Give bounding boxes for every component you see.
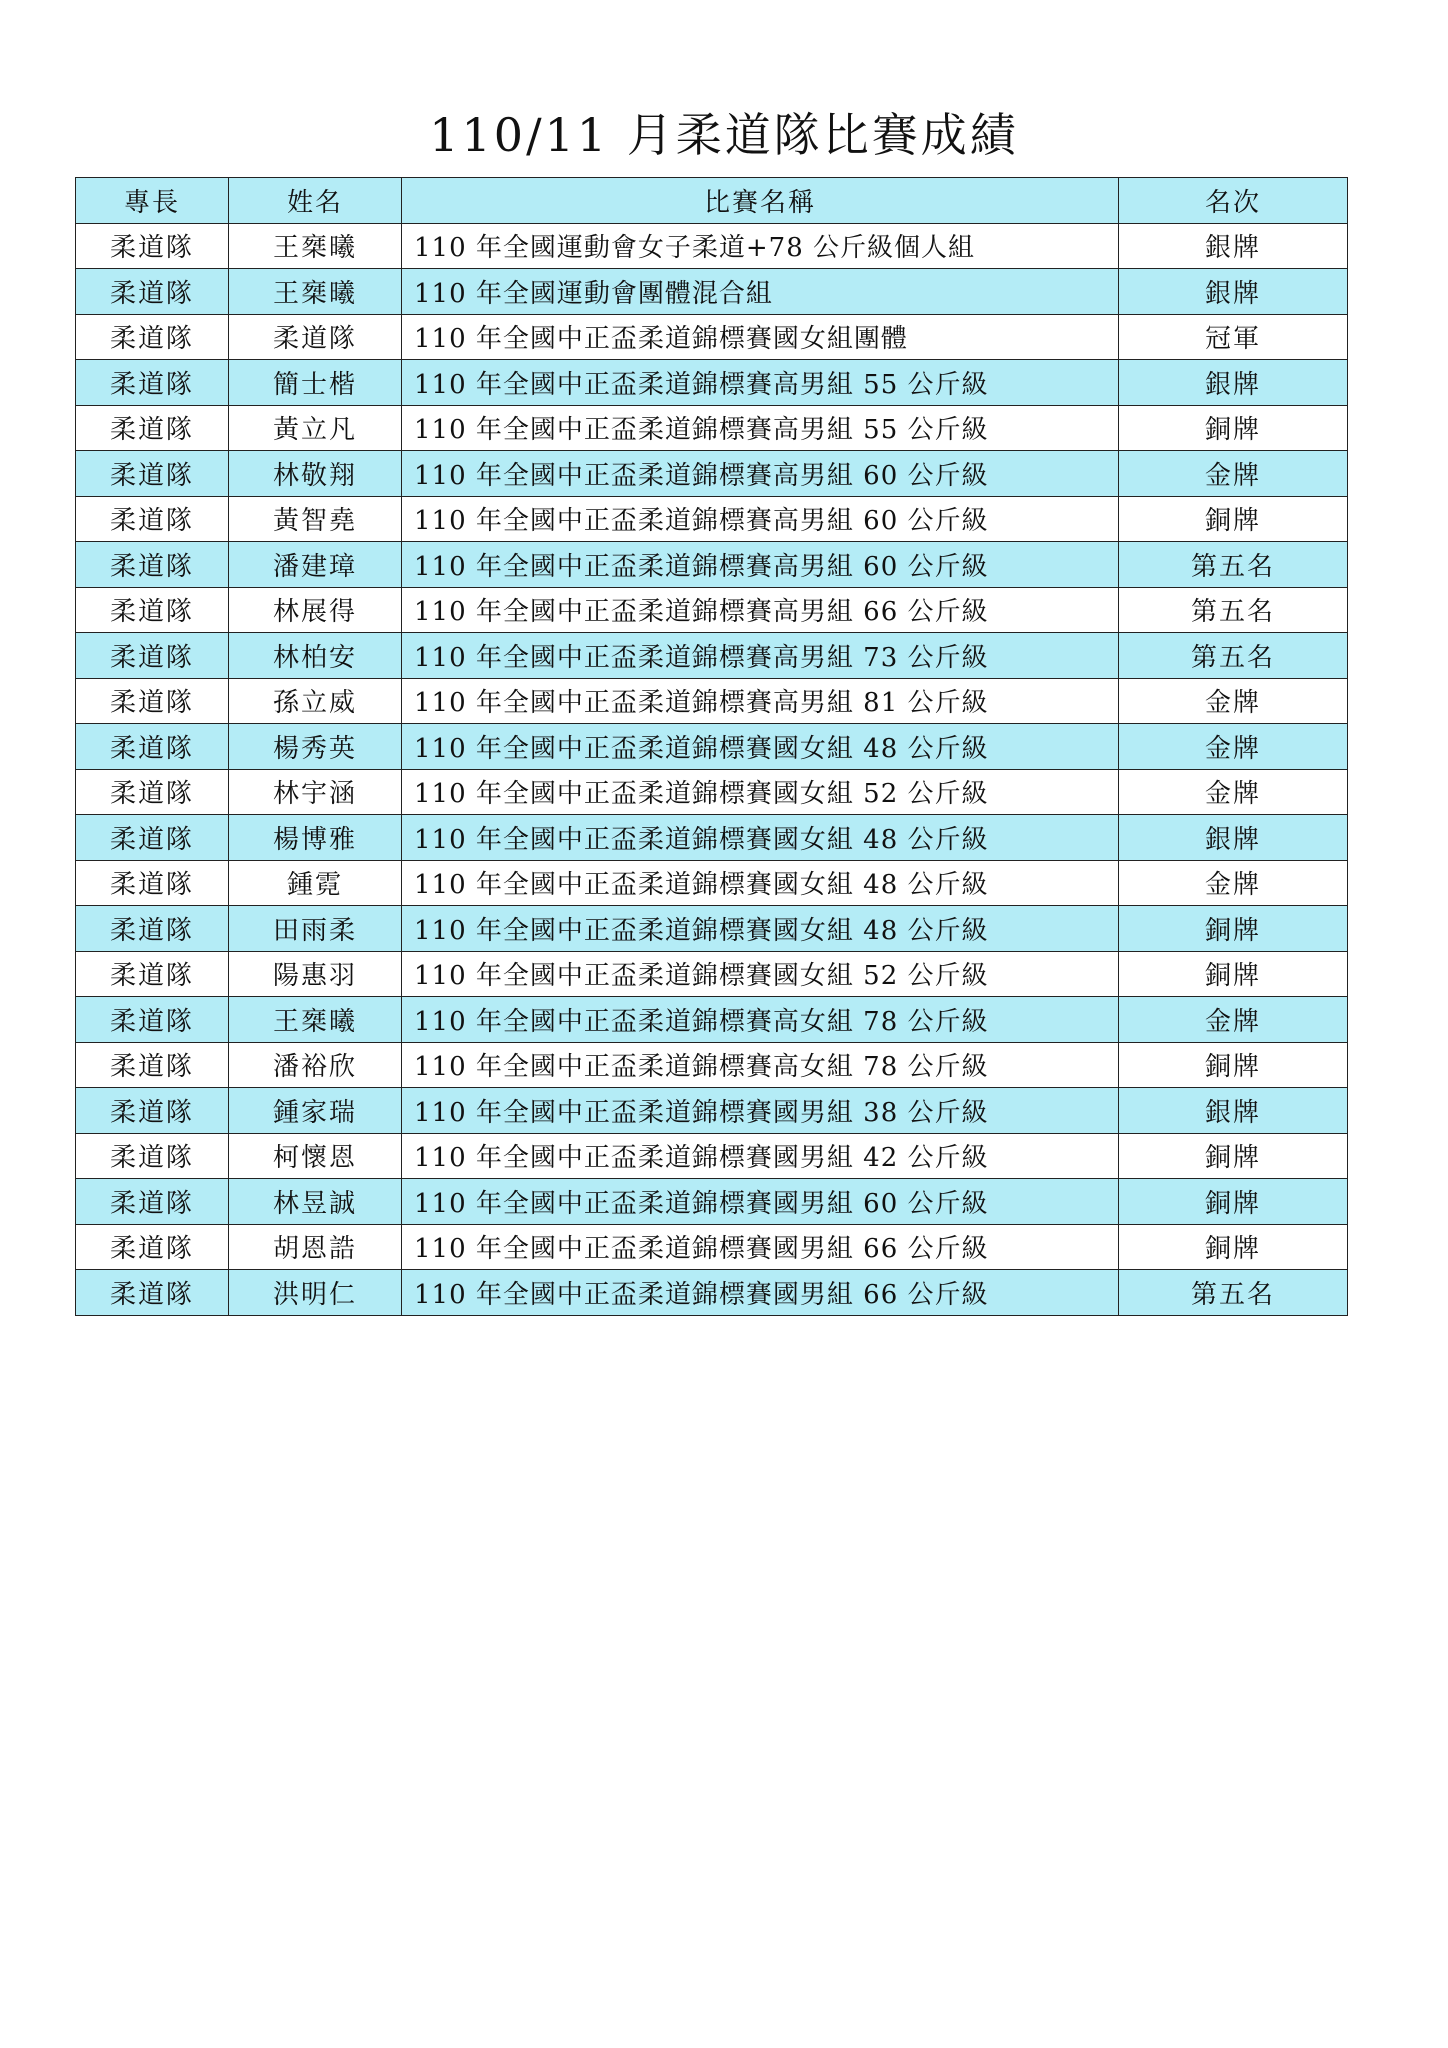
table-row <box>76 1270 1348 1316</box>
cell-rank: 銀牌 <box>1119 223 1348 269</box>
cell-specialty: 柔道隊 <box>76 951 229 997</box>
cell-name: 楊秀英 <box>229 724 402 770</box>
cell-specialty: 柔道隊 <box>76 269 229 315</box>
cell-competition: 110 年全國中正盃柔道錦標賽國女組 48 公斤級 <box>402 906 1119 952</box>
cell-competition: 110 年全國中正盃柔道錦標賽國男組 42 公斤級 <box>402 1133 1119 1179</box>
table-row <box>76 1042 1348 1088</box>
cell-name: 簡士楷 <box>229 360 402 406</box>
cell-name: 潘裕欣 <box>229 1042 402 1088</box>
cell-competition: 110 年全國運動會女子柔道+78 公斤級個人組 <box>402 223 1119 269</box>
cell-competition: 110 年全國中正盃柔道錦標賽高男組 60 公斤級 <box>402 542 1119 588</box>
cell-specialty: 柔道隊 <box>76 860 229 906</box>
cell-name: 黃立凡 <box>229 405 402 451</box>
cell-specialty: 柔道隊 <box>76 314 229 360</box>
cell-name: 柔道隊 <box>229 314 402 360</box>
cell-rank: 銅牌 <box>1119 405 1348 451</box>
cell-specialty: 柔道隊 <box>76 587 229 633</box>
cell-rank: 第五名 <box>1119 542 1348 588</box>
table-row <box>76 269 1348 315</box>
table-row <box>76 451 1348 497</box>
cell-competition: 110 年全國運動會團體混合組 <box>402 269 1119 315</box>
table-row <box>76 951 1348 997</box>
cell-specialty: 柔道隊 <box>76 542 229 588</box>
cell-competition: 110 年全國中正盃柔道錦標賽國女組 48 公斤級 <box>402 860 1119 906</box>
cell-name: 鍾家瑞 <box>229 1088 402 1134</box>
table-row <box>76 542 1348 588</box>
cell-specialty: 柔道隊 <box>76 1088 229 1134</box>
cell-name: 胡恩誥 <box>229 1224 402 1270</box>
cell-name: 王椉曦 <box>229 997 402 1043</box>
cell-name: 潘建璋 <box>229 542 402 588</box>
cell-competition: 110 年全國中正盃柔道錦標賽高男組 55 公斤級 <box>402 405 1119 451</box>
cell-rank: 第五名 <box>1119 633 1348 679</box>
cell-name: 楊博雅 <box>229 815 402 861</box>
cell-competition: 110 年全國中正盃柔道錦標賽高男組 60 公斤級 <box>402 451 1119 497</box>
results-table <box>75 177 1348 1316</box>
cell-rank: 金牌 <box>1119 997 1348 1043</box>
table-row <box>76 815 1348 861</box>
cell-competition: 110 年全國中正盃柔道錦標賽高女組 78 公斤級 <box>402 997 1119 1043</box>
cell-rank: 銅牌 <box>1119 1224 1348 1270</box>
cell-specialty: 柔道隊 <box>76 633 229 679</box>
cell-name: 林敬翔 <box>229 451 402 497</box>
page-title: 110/11 月柔道隊比賽成績 <box>429 108 1019 162</box>
cell-competition: 110 年全國中正盃柔道錦標賽高男組 55 公斤級 <box>402 360 1119 406</box>
cell-competition: 110 年全國中正盃柔道錦標賽高男組 66 公斤級 <box>402 587 1119 633</box>
cell-specialty: 柔道隊 <box>76 1042 229 1088</box>
table-row <box>76 360 1348 406</box>
cell-name: 鍾霓 <box>229 860 402 906</box>
cell-rank: 金牌 <box>1119 678 1348 724</box>
cell-rank: 銀牌 <box>1119 1088 1348 1134</box>
results-body <box>76 223 1348 1315</box>
table-row <box>76 496 1348 542</box>
table-row <box>76 587 1348 633</box>
table-row <box>76 1088 1348 1134</box>
cell-name: 林柏安 <box>229 633 402 679</box>
cell-name: 林展得 <box>229 587 402 633</box>
cell-rank: 金牌 <box>1119 860 1348 906</box>
cell-rank: 銀牌 <box>1119 269 1348 315</box>
cell-specialty: 柔道隊 <box>76 906 229 952</box>
header-specialty: 專長 <box>76 178 229 224</box>
table-row <box>76 997 1348 1043</box>
cell-competition: 110 年全國中正盃柔道錦標賽高男組 73 公斤級 <box>402 633 1119 679</box>
cell-competition: 110 年全國中正盃柔道錦標賽國男組 66 公斤級 <box>402 1270 1119 1316</box>
cell-rank: 銀牌 <box>1119 815 1348 861</box>
table-row <box>76 223 1348 269</box>
cell-competition: 110 年全國中正盃柔道錦標賽高男組 81 公斤級 <box>402 678 1119 724</box>
cell-rank: 銅牌 <box>1119 906 1348 952</box>
cell-specialty: 柔道隊 <box>76 360 229 406</box>
cell-competition: 110 年全國中正盃柔道錦標賽國女組 52 公斤級 <box>402 769 1119 815</box>
table-row <box>76 1133 1348 1179</box>
cell-competition: 110 年全國中正盃柔道錦標賽國女組團體 <box>402 314 1119 360</box>
cell-competition: 110 年全國中正盃柔道錦標賽國男組 60 公斤級 <box>402 1179 1119 1225</box>
cell-specialty: 柔道隊 <box>76 724 229 770</box>
cell-rank: 第五名 <box>1119 587 1348 633</box>
table-row <box>76 724 1348 770</box>
cell-name: 陽惠羽 <box>229 951 402 997</box>
header-name: 姓名 <box>229 178 402 224</box>
header-competition: 比賽名稱 <box>402 178 1119 224</box>
cell-rank: 銅牌 <box>1119 1179 1348 1225</box>
cell-competition: 110 年全國中正盃柔道錦標賽國男組 66 公斤級 <box>402 1224 1119 1270</box>
cell-specialty: 柔道隊 <box>76 1270 229 1316</box>
table-row <box>76 1179 1348 1225</box>
header-rank: 名次 <box>1119 178 1348 224</box>
cell-rank: 金牌 <box>1119 769 1348 815</box>
table-row <box>76 1224 1348 1270</box>
cell-competition: 110 年全國中正盃柔道錦標賽國女組 48 公斤級 <box>402 815 1119 861</box>
cell-rank: 銅牌 <box>1119 951 1348 997</box>
cell-specialty: 柔道隊 <box>76 997 229 1043</box>
cell-name: 王椉曦 <box>229 269 402 315</box>
cell-competition: 110 年全國中正盃柔道錦標賽國女組 52 公斤級 <box>402 951 1119 997</box>
cell-rank: 銅牌 <box>1119 1042 1348 1088</box>
table-row <box>76 860 1348 906</box>
cell-specialty: 柔道隊 <box>76 451 229 497</box>
cell-specialty: 柔道隊 <box>76 496 229 542</box>
cell-name: 洪明仁 <box>229 1270 402 1316</box>
cell-name: 黃智堯 <box>229 496 402 542</box>
cell-rank: 冠軍 <box>1119 314 1348 360</box>
cell-name: 林昱誠 <box>229 1179 402 1225</box>
cell-competition: 110 年全國中正盃柔道錦標賽國女組 48 公斤級 <box>402 724 1119 770</box>
cell-rank: 第五名 <box>1119 1270 1348 1316</box>
cell-rank: 銀牌 <box>1119 360 1348 406</box>
cell-competition: 110 年全國中正盃柔道錦標賽高男組 60 公斤級 <box>402 496 1119 542</box>
cell-rank: 金牌 <box>1119 724 1348 770</box>
table-row <box>76 633 1348 679</box>
cell-name: 王椉曦 <box>229 223 402 269</box>
cell-specialty: 柔道隊 <box>76 678 229 724</box>
cell-competition: 110 年全國中正盃柔道錦標賽國男組 38 公斤級 <box>402 1088 1119 1134</box>
cell-rank: 銅牌 <box>1119 496 1348 542</box>
cell-rank: 銅牌 <box>1119 1133 1348 1179</box>
table-row <box>76 678 1348 724</box>
cell-specialty: 柔道隊 <box>76 223 229 269</box>
table-row <box>76 769 1348 815</box>
table-row <box>76 405 1348 451</box>
table-row <box>76 314 1348 360</box>
cell-specialty: 柔道隊 <box>76 769 229 815</box>
table-header-row <box>76 178 1348 224</box>
cell-competition: 110 年全國中正盃柔道錦標賽高女組 78 公斤級 <box>402 1042 1119 1088</box>
cell-specialty: 柔道隊 <box>76 1133 229 1179</box>
cell-specialty: 柔道隊 <box>76 1224 229 1270</box>
cell-name: 孫立威 <box>229 678 402 724</box>
cell-name: 柯懷恩 <box>229 1133 402 1179</box>
cell-name: 田雨柔 <box>229 906 402 952</box>
cell-rank: 金牌 <box>1119 451 1348 497</box>
cell-specialty: 柔道隊 <box>76 405 229 451</box>
cell-specialty: 柔道隊 <box>76 1179 229 1225</box>
cell-specialty: 柔道隊 <box>76 815 229 861</box>
cell-name: 林宇涵 <box>229 769 402 815</box>
table-row <box>76 906 1348 952</box>
